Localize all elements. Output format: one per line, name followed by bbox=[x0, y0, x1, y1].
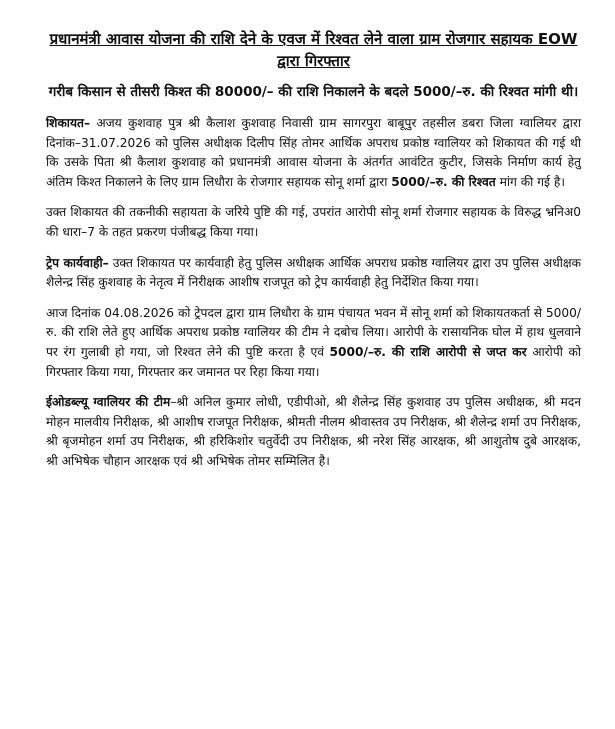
arrest-tail: आरोपी को गिरफ्तार किया गया, गिरफ्तार कर जमानत पर रिहा किया गया। bbox=[46, 344, 581, 379]
complaint-text: अजय कुशवाह पुत्र श्री कैलाश कुशवाह निवासी ग्राम सागरपुरा बाबूपुर तहसील डबरा जिला ग्वालियर द्वारा दिनांक–31.07.2026 को पुलिस अधीक्षक दिलीप सिंह तोमर आर्थिक अपराध प्रकोष्ठ ग्वालियर को शिकायत की गई थी कि उसके पिता श्री कैलाश कुशवाह को प्रधानमंत्री आवास योजना के अंतर्गत आवंटित कुटीर, जिसके निर्माण कार्य हेतु अंतिम किश्त निकालने के लिए ग्राम लिधौरा के रोजगार सहायक सोनू शर्मा द्वारा bbox=[46, 116, 581, 189]
verification-text: उक्त शिकायत की तकनीकी सहायता के जरिये पुष्टि की गई, उपरांत आरोपी सोनू शर्मा रोजगार सहायक के विरुद्ध भ्रनिअ0 की धारा–7 के तहत प्रकरण पंजीबद्ध किया गया। bbox=[46, 205, 581, 239]
verification-paragraph bbox=[46, 203, 581, 242]
trap-action-paragraph bbox=[46, 254, 581, 293]
subheadline: गरीब किसान से तीसरी किश्त की 80000/– की राशि निकालने के बदले 5000/–रु. की रिश्वत मांगी थी। bbox=[48, 84, 579, 100]
complaint-tail: मांग की गई है। bbox=[495, 174, 565, 189]
headline: प्रधानमंत्री आवास योजना की राशि देने के एवज में रिश्वत लेने वाला ग्राम रोजगार सहायक EOW द्वारा गिरफ्तार bbox=[49, 30, 578, 70]
arrest-text: आज दिनांक 04.08.2026 को ट्रेपदल द्वारा ग्राम लिधौरा के ग्राम पंचायत भवन में सोनू शर्मा को शिकायतकर्ता से 5000/रु. की राशि लेते हुए आर्थिक अपराध प्रकोष्ठ ग्वालियर की टीम ने दबोच लिया। आरोपी के रासायनिक घोल में हाथ धुलवाने पर रंग गुलाबी हो गया, जो रिश्वत लेने की पुष्टि करता है एवं bbox=[46, 305, 581, 359]
arrest-paragraph bbox=[46, 304, 581, 382]
complaint-paragraph bbox=[46, 114, 581, 192]
team-paragraph bbox=[46, 393, 581, 471]
trap-action-label: ट्रेप कार्यवाही– bbox=[46, 255, 109, 270]
seizure-text: 5000/–रु. की राशि आरोपी से जप्त कर bbox=[329, 344, 527, 359]
team-label: ईओडब्ल्यू ग्वालियर की टीम bbox=[46, 395, 171, 410]
complaint-label: शिकायत– bbox=[46, 116, 91, 130]
bribe-amount-text: 5000/–रु. की रिश्वत bbox=[391, 174, 496, 189]
trap-action-text: उक्त शिकायत पर कार्यवाही हेतु पुलिस अधीक्षक आर्थिक अपराध प्रकोष्ठ ग्वालियर द्वारा उप पुलिस अधीक्षक शैलेन्द्र सिंह कुशवाह के नेतृत्व में निरीक्षक आशीष राजपूत को ट्रेप कार्यवाही हेतु निर्देशित किया गया। bbox=[46, 255, 581, 290]
team-members-text: –श्री अनिल कुमार लोधी, एडीपीओ, श्री शैलेन्द्र सिंह कुशवाह उप पुलिस अधीक्षक, श्री मदन मोहन मालवीय निरीक्षक, श्री आशीष राजपूत निरीक्षक, श्रीमती नीलम श्रीवास्तव उप निरीक्षक, श्री शैलेन्द्र शर्मा उप निरीक्षक, श्री बृजमोहन शर्मा उप निरीक्षक, श्री हरिकिशोर चतुर्वेदी उप निरीक्षक, श्री नरेश सिंह आरक्षक, श्री आशुतोष दुबे आरक्षक, श्री अभिषेक चौहान आरक्षक एवं श्री अभिषेक तोमर सम्मिलित है। bbox=[46, 395, 581, 468]
